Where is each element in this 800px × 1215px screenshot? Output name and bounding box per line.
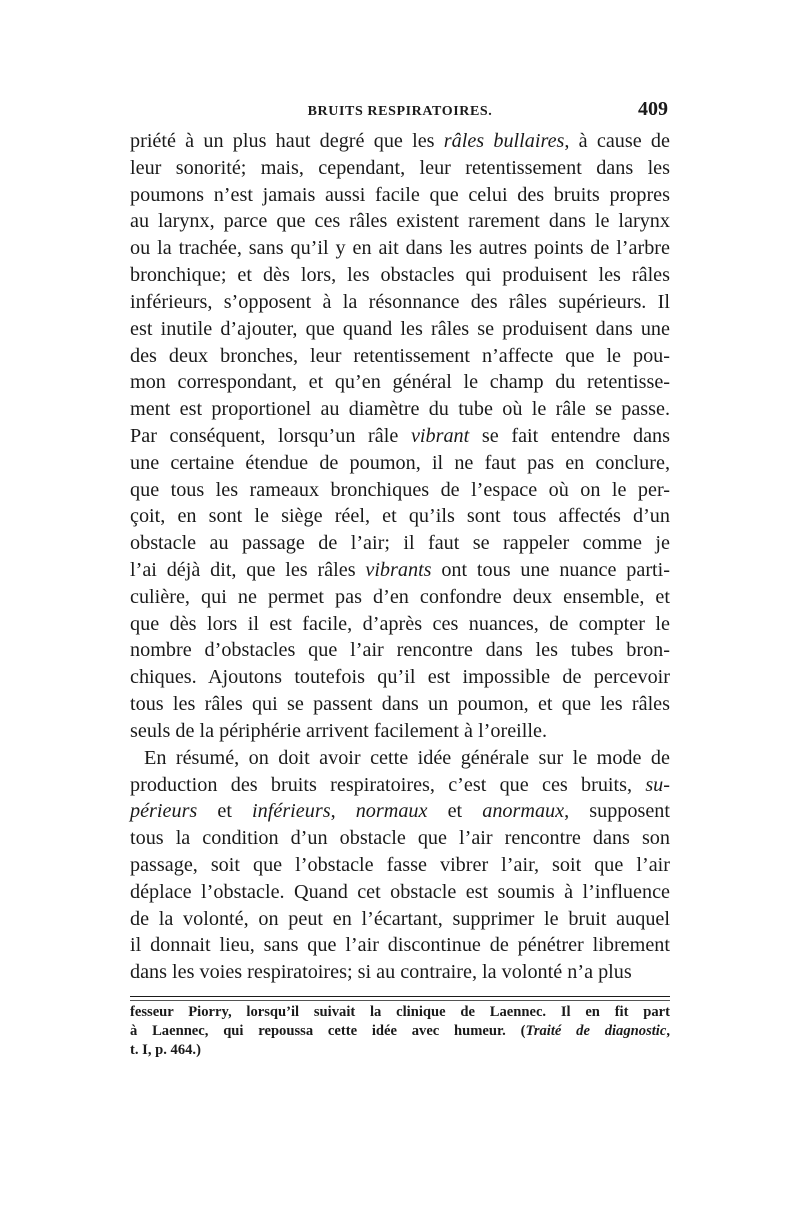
- text-line: [130, 450, 670, 477]
- main-text-block: [130, 128, 670, 986]
- footnote-block: [130, 1003, 670, 1060]
- text-span: t. I, p. 464.): [130, 1042, 201, 1058]
- text-span: chiques. Ajoutons toutefois qu’il est impossible de percevoir: [130, 666, 670, 689]
- text-span: culière, qui ne permet pas d’en confondre deux ensemble, et: [130, 585, 670, 608]
- text-span: seuls de la périphérie arrivent facilement à l’oreille.: [130, 719, 548, 742]
- text-line: [130, 852, 670, 879]
- text-span: à Laennec, qui repoussa cette idée avec humeur. (: [130, 1023, 526, 1039]
- footnote-divider: [130, 996, 670, 997]
- text-line: [130, 718, 670, 745]
- text-span: En résumé, on doit avoir cette idée générale sur le mode de: [144, 746, 670, 769]
- text-span: au larynx, parce que ces râles existent rarement dans le larynx: [130, 210, 670, 233]
- text-line: [130, 423, 670, 450]
- text-span: et: [197, 800, 253, 823]
- text-span: tous les râles qui se passent dans un poumon, et que les râles: [130, 693, 670, 716]
- text-span: obstacle au passage de l’air; il faut se rappeler comme je: [130, 532, 670, 555]
- text-span: mon correspondant, et qu’en général le champ du retentisse-: [130, 371, 670, 394]
- italic-text-span: vibrant: [410, 424, 470, 447]
- text-line: [130, 530, 670, 557]
- text-span: se fait entendre dans: [469, 424, 671, 447]
- text-line: [130, 128, 670, 155]
- text-span: l’ai déjà dit, que les râles: [130, 559, 366, 581]
- footnote-divider-thin: [130, 1000, 670, 1001]
- text-span: production des bruits respiratoires, c’est que ces bruits,: [130, 773, 646, 796]
- text-line: [130, 396, 670, 423]
- italic-text-span: anormaux: [482, 800, 565, 823]
- text-line: [130, 557, 670, 584]
- text-line: [130, 932, 670, 959]
- italic-text-span: inférieurs: [252, 800, 331, 823]
- text-span: que dès lors il est facile, d’après ces nuances, de compter le: [130, 612, 670, 635]
- text-line: [130, 369, 670, 396]
- text-line: [130, 208, 670, 235]
- text-span: des deux bronches, leur retentissement n’affecte que le pou-: [130, 344, 670, 367]
- italic-text-span: râles bullaires: [443, 130, 565, 152]
- italic-text-span: su-: [645, 773, 670, 796]
- text-line: [130, 691, 670, 718]
- text-span: priété à un plus haut degré que les: [130, 130, 444, 152]
- italic-text-span: Traité de diagnostic: [525, 1023, 667, 1039]
- footnote-line: [130, 1041, 670, 1060]
- text-span: ,: [666, 1023, 670, 1039]
- text-line: [130, 798, 670, 825]
- text-span: passage, soit que l’obstacle fasse vibrer l’air, soit que l’air: [130, 853, 670, 876]
- text-span: inférieurs, s’opposent à la résonnance des râles supérieurs. Il: [130, 290, 670, 313]
- text-span: leur sonorité; mais, cependant, leur retentissement dans les: [130, 156, 670, 179]
- text-line: [130, 316, 670, 343]
- text-line: [130, 664, 670, 691]
- page-number: 409: [638, 98, 668, 120]
- running-title: BRUITS RESPIRATOIRES.: [307, 104, 493, 119]
- text-line: [130, 879, 670, 906]
- text-line: [130, 235, 670, 262]
- text-span: ont tous une nuance parti-: [431, 559, 670, 581]
- text-line: [130, 477, 670, 504]
- text-span: ou la trachée, sans qu’il y en ait dans les autres points de l’arbre: [130, 237, 670, 260]
- text-span: déplace l’obstacle. Quand cet obstacle est soumis à l’influence: [130, 880, 670, 903]
- text-line: [130, 637, 670, 664]
- text-line: [130, 772, 670, 799]
- text-span: fesseur Piorry, lorsqu’il suivait la clinique de Laennec. Il en fit part: [130, 1004, 670, 1020]
- text-span: çoit, en sont le siège réel, et qu’ils sont tous affectés d’un: [130, 505, 670, 528]
- text-span: que tous les rameaux bronchiques de l’espace où on le per-: [130, 478, 670, 501]
- running-header: [130, 98, 670, 128]
- footnote-line: [130, 1022, 670, 1041]
- text-span: bronchique; et dès lors, les obstacles qui produisent les râles: [130, 264, 670, 287]
- italic-text-span: vibrants: [365, 559, 432, 581]
- text-line: [130, 825, 670, 852]
- text-span: ,: [330, 800, 356, 823]
- text-span: il donnait lieu, sans que l’air discontinue de pénétrer librement: [130, 934, 670, 957]
- text-line: [130, 584, 670, 611]
- text-span: dans les voies respiratoires; si au contraire, la volonté n’a plus: [130, 961, 632, 984]
- text-span: nombre d’obstacles que l’air rencontre dans les tubes bron-: [130, 639, 670, 662]
- text-line: [130, 155, 670, 182]
- text-span: Par conséquent, lorsqu’un râle: [130, 424, 411, 447]
- text-span: une certaine étendue de poumon, il ne faut pas en conclure,: [130, 451, 670, 474]
- text-span: est inutile d’ajouter, que quand les râles se produisent dans une: [130, 317, 670, 340]
- text-span: ment est proportionel au diamètre du tube où le râle se passe.: [130, 398, 670, 421]
- text-line: [130, 262, 670, 289]
- text-line: [130, 289, 670, 316]
- italic-text-span: normaux: [355, 800, 428, 823]
- text-line: [130, 343, 670, 370]
- text-line: [130, 611, 670, 638]
- text-line: [130, 182, 670, 209]
- footnote-line: [130, 1003, 670, 1022]
- italic-text-span: périeurs: [130, 800, 198, 823]
- text-span: , supposent: [564, 800, 670, 823]
- text-line: [130, 503, 670, 530]
- text-span: , à cause de: [564, 130, 670, 152]
- text-line: [130, 959, 670, 986]
- text-span: et: [427, 800, 483, 823]
- text-span: de la volonté, on peut en l’écartant, supprimer le bruit auquel: [130, 907, 670, 930]
- text-line: [130, 745, 670, 772]
- text-line: [130, 906, 670, 933]
- text-span: tous la condition d’un obstacle que l’air rencontre dans son: [130, 827, 670, 850]
- text-span: poumons n’est jamais aussi facile que celui des bruits propres: [130, 183, 670, 206]
